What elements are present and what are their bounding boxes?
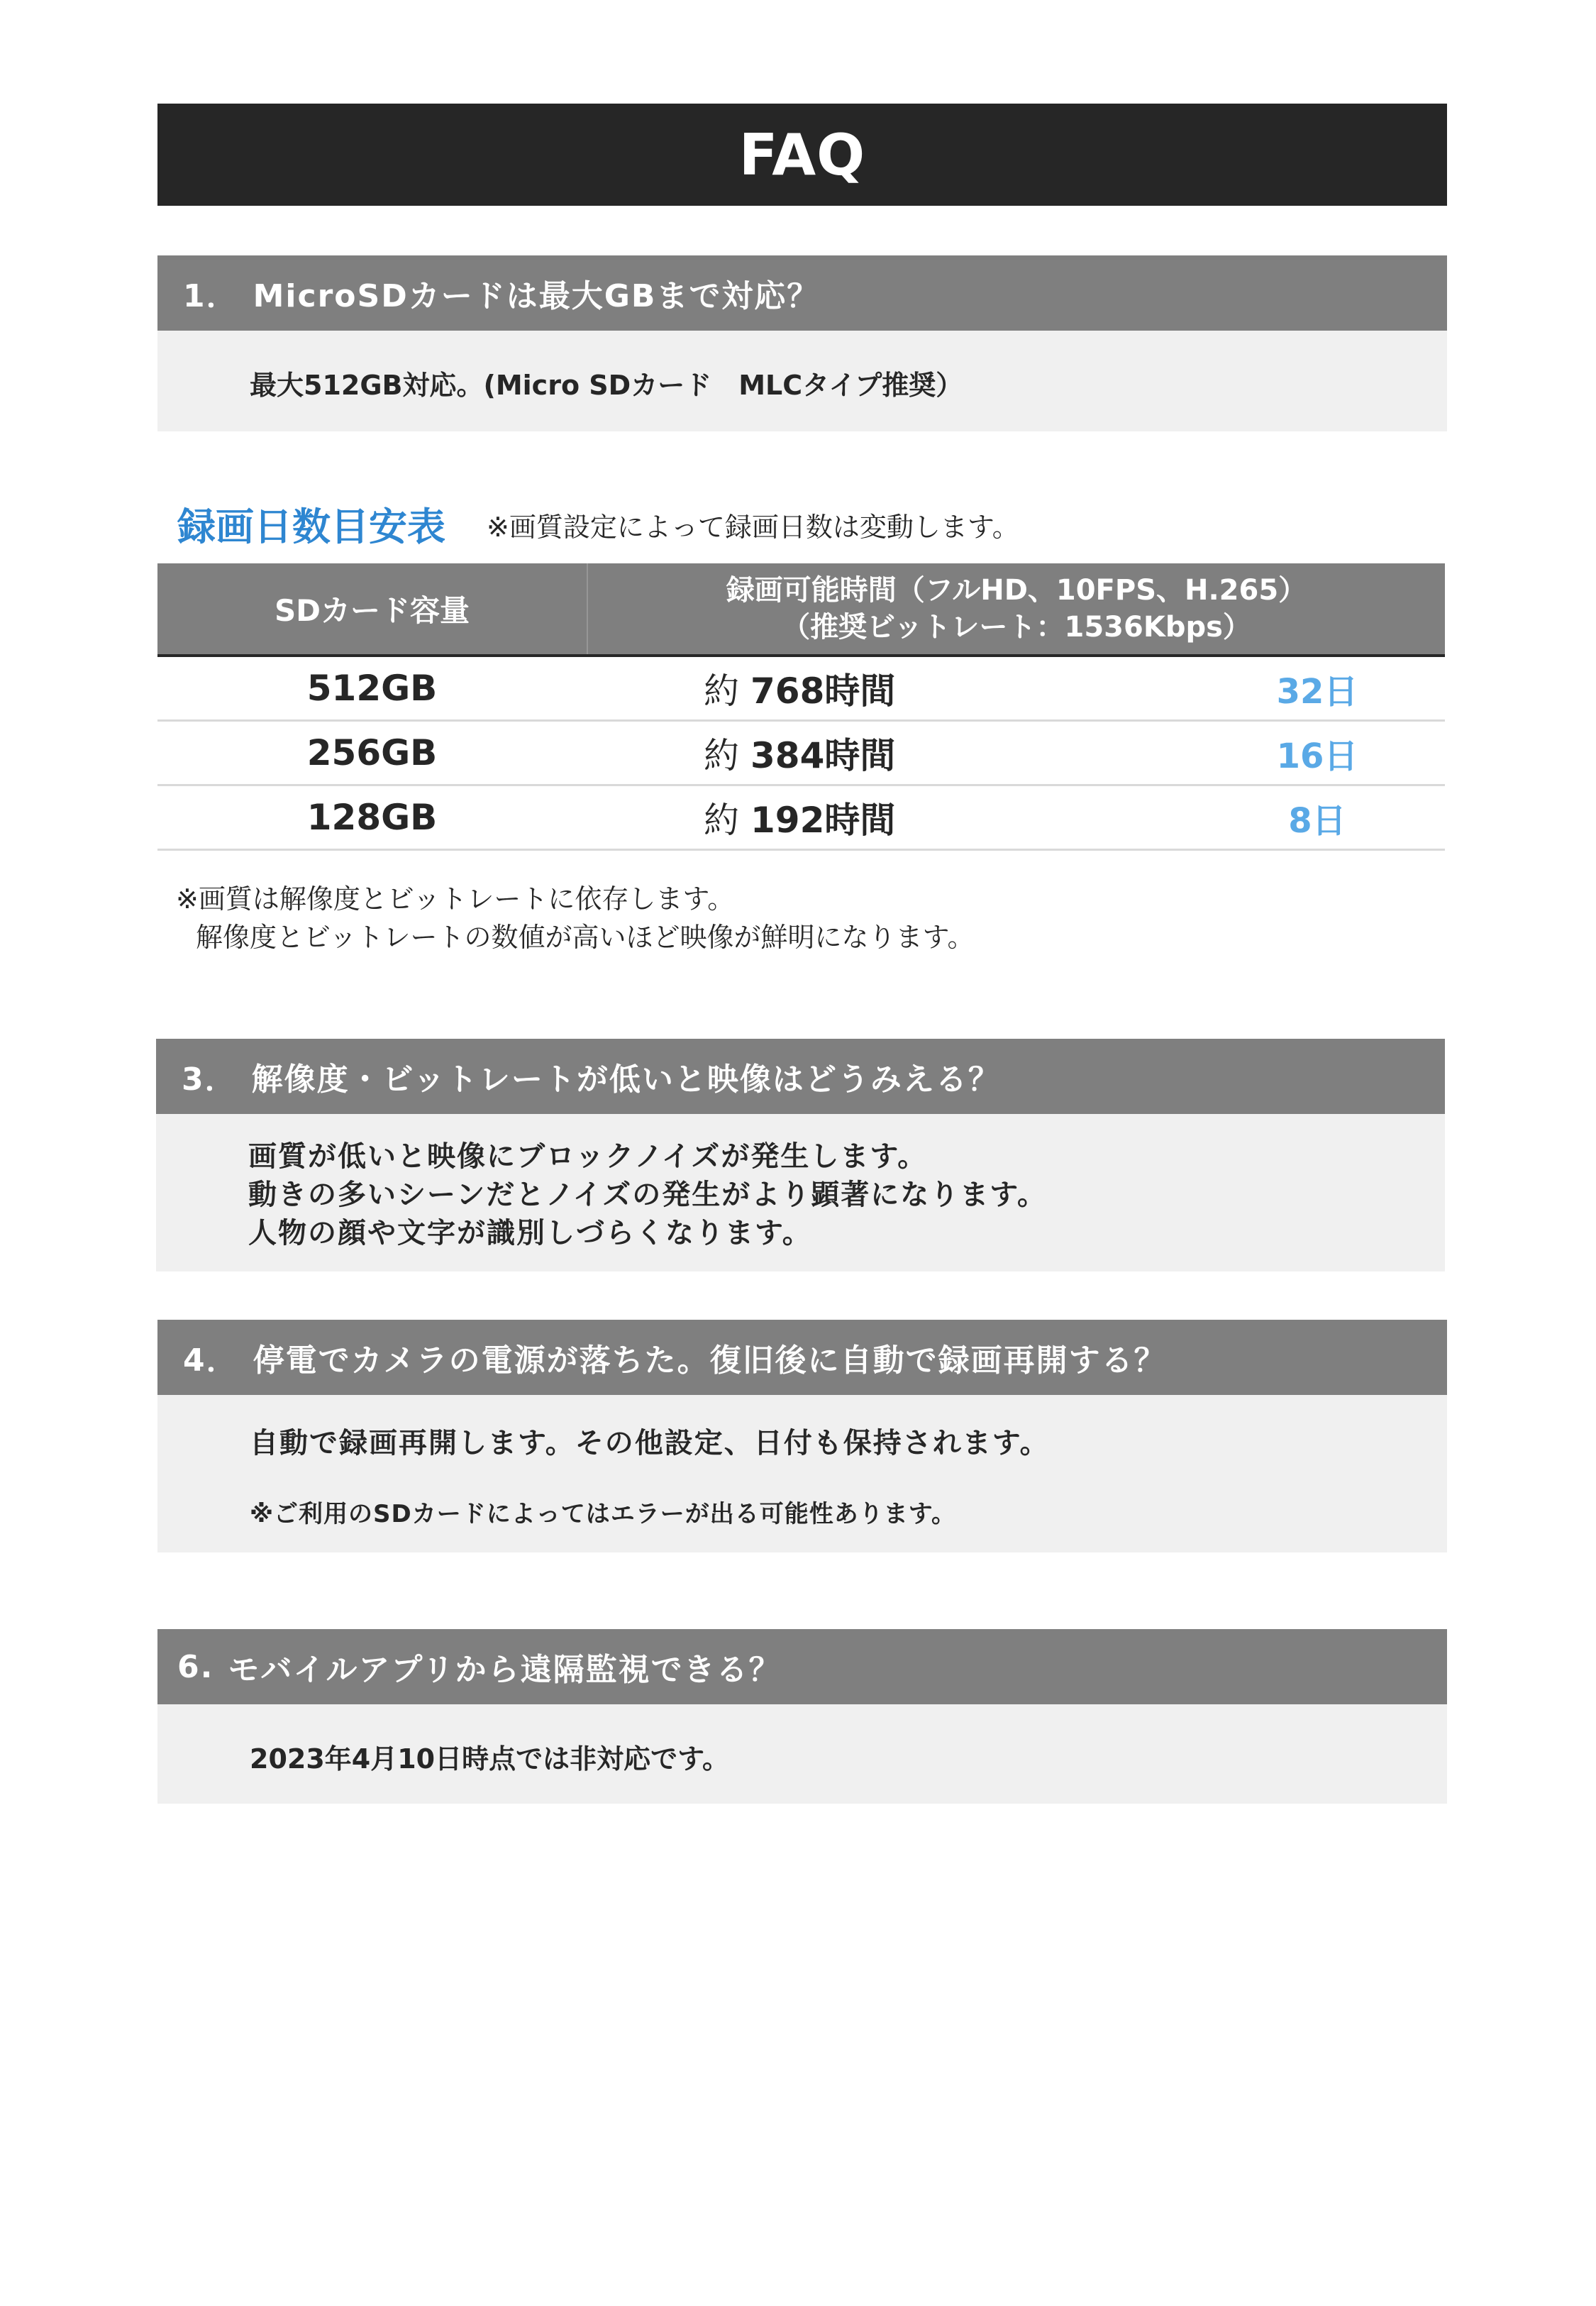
question-number: 6. — [177, 1648, 214, 1685]
row-days: 8日 — [1288, 800, 1346, 841]
header-recording-time — [588, 563, 1445, 654]
question-number: 4． — [183, 1342, 239, 1379]
header-recording-time-line1: 録画可能時間（フルHD、10FPS、H.265） — [726, 574, 1307, 607]
faq-answer-6 — [157, 1704, 1447, 1804]
hours-value: 192時間 — [750, 800, 896, 841]
answer-text: 最大512GB対応。(Micro SDカード MLCタイプ推奨） — [250, 370, 963, 401]
question-number: 1． — [183, 278, 239, 314]
approx-label: 約 — [704, 735, 739, 776]
table-row — [157, 657, 1445, 722]
answer-line-3: 人物の顔や文字が識別しづらくなります。 — [248, 1217, 812, 1249]
faq-question-3 — [156, 1039, 1445, 1114]
faq-question-1 — [157, 255, 1447, 331]
row-hours — [704, 786, 895, 849]
table-title: 録画日数目安表 — [177, 504, 445, 549]
hours-value: 768時間 — [750, 671, 896, 712]
answer-note: ※ご利用のSDカードによってはエラーが出る可能性あります。 — [250, 1500, 957, 1528]
row-hours — [704, 722, 895, 784]
table-note: ※画質設定によって録画日数は変動します。 — [487, 512, 1019, 543]
row-capacity: 512GB — [306, 668, 438, 709]
approx-label: 約 — [704, 800, 739, 841]
faq-question-4 — [157, 1320, 1447, 1395]
table-footnote — [176, 880, 974, 956]
question-text: 解像度・ビットレートが低いと映像はどうみえる？ — [251, 1061, 1001, 1098]
footnote-line-2: 解像度とビットレートの数値が高いほど映像が鮮明になります。 — [196, 922, 975, 953]
answer-text: 自動で録画再開します。その他設定、日付も保持されます。 — [250, 1427, 1050, 1460]
row-hours — [704, 657, 895, 719]
question-text: モバイルアプリから遠隔監視できる？ — [228, 1652, 782, 1688]
answer-line-2: 動きの多いシーンだとノイズの発生がより顕著になります。 — [248, 1179, 1047, 1211]
answer-line-1: 画質が低いと映像にブロックノイズが発生します。 — [248, 1140, 928, 1173]
question-number: 3． — [182, 1061, 238, 1098]
hours-value: 384時間 — [750, 735, 896, 776]
row-capacity: 128GB — [306, 797, 438, 838]
question-text: MicroSDカードは最大GBまで対応？ — [253, 278, 820, 314]
page-title: FAQ — [738, 121, 866, 188]
footnote-line-1: ※画質は解像度とビットレートに依存します。 — [176, 883, 735, 915]
faq-title-bar — [157, 104, 1447, 206]
faq-answer-3 — [156, 1114, 1445, 1271]
answer-text: 2023年4月10日時点では非対応です。 — [250, 1743, 730, 1775]
approx-label: 約 — [704, 671, 739, 712]
table-row — [157, 786, 1445, 851]
row-capacity: 256GB — [306, 732, 438, 773]
table-row — [157, 722, 1445, 786]
faq-answer-4 — [157, 1395, 1447, 1552]
faq-question-6 — [157, 1629, 1447, 1704]
header-recording-time-line2: （推奨ビットレート：1536Kbps） — [782, 611, 1251, 644]
faq-answer-1 — [157, 331, 1447, 431]
header-capacity: SDカード容量 — [274, 593, 470, 628]
row-days: 32日 — [1276, 671, 1358, 712]
row-days: 16日 — [1276, 736, 1358, 776]
table-header — [157, 563, 1445, 657]
question-text: 停電でカメラの電源が落ちた。復旧後に自動で録画再開する？ — [253, 1342, 1167, 1379]
